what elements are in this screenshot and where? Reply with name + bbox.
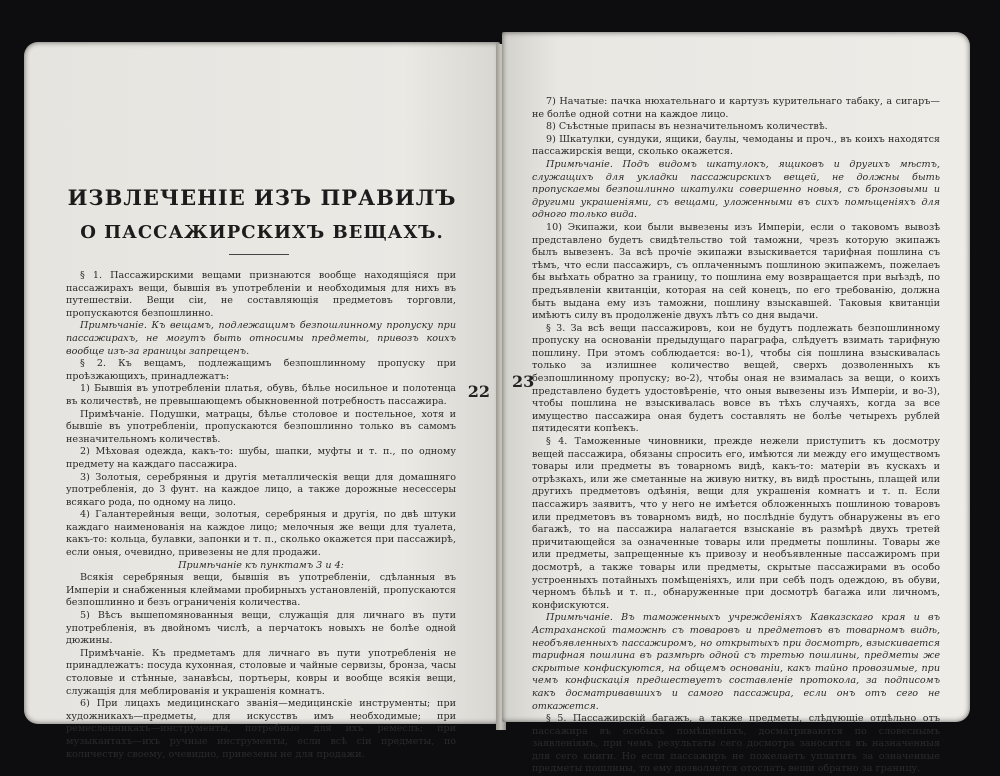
left-page-body bbox=[66, 270, 456, 761]
paragraph: 3) Золотыя, серебряныя и другія металлическія вещи для домашняго употребленія, до 3 фунт. на каждое лицо, а также дорожные несессеры всякаго рода, по одному на лицо. bbox=[66, 471, 456, 508]
page-title: ИЗВЛЕЧЕНІЕ ИЗЪ ПРАВИЛЪ bbox=[67, 185, 457, 210]
paragraph: 6) При лицахъ медицинскаго званія—медицинскіе инструменты; при художникахъ—предметы, для искусствъ имъ необходимые; при ремесленникахъ—инструменты, потребные для ихъ ремеслъ; при музыкантахъ—ихъ ручные инструменты, если всѣ сіи предметы, по количеству своему, очевидно, привезены не для продажи. bbox=[66, 698, 456, 760]
paragraph: § 2. Къ вещамъ, подлежащимъ безпошлинному пропуску при проѣзжающихъ, принадлежатъ: bbox=[66, 358, 456, 382]
page-subtitle: О ПАССАЖИРСКИХЪ ВЕЩАХЪ. bbox=[80, 222, 444, 243]
paragraph: § 5. Пассажирскій багажъ, а также предметы, слѣдующіе отдѣльно отъ пассажира въ особыхъ помѣщеніяхъ, досматриваются по словеснымъ заявленіямъ, при чемъ результаты сего досмотра заносятся въ назначенныя для сего книги. Но если пассажиръ не пожелаетъ уплатить за означенные предметы пошлины, то ему дозволяется отослать вещи обратно за границу. bbox=[532, 713, 940, 775]
right-page bbox=[502, 32, 970, 775]
paragraph: Примѣчаніе. Къ вещамъ, подлежащимъ безпошлинному пропуску при пассажирахъ, не могутъ быть относимы предметы, привозъ коихъ вообще изъ-за границы запрещенъ. bbox=[66, 320, 456, 357]
right-page-body bbox=[532, 96, 940, 776]
paragraph: § 1. Пассажирскими вещами признаются вообще находящіяся при пассажирахъ вещи, бывшія въ употребленіи и необходимыя для нихъ въ путешествіи. Вещи сіи, не составляющія предметовъ торговли, пропускаются безпошлинно. bbox=[66, 270, 456, 319]
paragraph: Примѣчаніе. Въ таможенныхъ учрежденіяхъ Кавказскаго края и въ Астраханской таможнѣ съ товаровъ и предметовъ въ товарномъ видѣ, необъявленныхъ пассажиромъ, но открытыхъ при досмотрѣ, взыскивается тарифная пошлина въ размѣрѣ одной съ третью пошлины, предметы же скрытые конфискуются, на общемъ основаніи, какъ тайно провозимые, при чемъ конфискація предшествуетъ составленіе протокола, за подписомъ какъ досматривавшихъ и самого пассажира, если онъ отъ сего не откажется. bbox=[532, 612, 940, 712]
paragraph: § 4. Таможенные чиновники, прежде нежели приступитъ къ досмотру вещей пассажира, обязаны спросить его, имѣются ли между его имуществомъ товары или предметы въ товарномъ видѣ, какъ-то: матеріи въ кускахъ и отрѣзкахъ, или же сметанные на живую нитку, въ видѣ простынь, плащей или другихъ предметовъ одѣянія, вещи для украшенія комнатъ и т. п. Если пассажиръ заявитъ, что у него не имѣется обложенныхъ пошлиною товаровъ или предметовъ въ товарномъ видѣ, но послѣдніе будутъ обнаружены въ его багажѣ, то на пассажира налагается взысканіе въ размѣрѣ двухъ третей причитающейся за означенные товары или предметы пошлины. Товары же или предметы, запрещенные къ привозу и необъявленные пассажиромъ при досмотрѣ, а также товары или предметы, скрытые пассажирами въ особо устроенныхъ потайныхъ помѣщеніяхъ, или при себѣ подъ одеждою, въ обуви, черномъ бѣльѣ и т. п., обнаруженные при досмотрѣ багажа или личномъ, конфискуются. bbox=[532, 436, 940, 611]
paragraph: 10) Экипажи, кои были вывезены изъ Имперіи, если о таковомъ вывозѣ представлено будетъ свидѣтельство той таможни, чрезъ которую экипажъ былъ вывезенъ. За всѣ прочіе экипажи взыскивается тарифная пошлина съ тѣмъ, что если пассажиръ, съ оплаченнымъ пошлиною экипажемъ, пожелаеъ бы выѣхать обратно за границу, то пошлина ему возвращается при выѣздѣ, по предъявленіи квитанціи, которая на сей конецъ, по его требованію, должна быть выдана ему изъ таможни, пошлину взыскавшей. Таковыя квитанціи имѣютъ силу въ продолженіе двухъ лѣтъ со дня выдачи. bbox=[532, 221, 940, 322]
paragraph: Примѣчаніе. Подъ видомъ шкатулокъ, ящиковъ и другихъ мѣстъ, служащихъ для укладки пассажирскихъ вещей, не должны быть пропускаемы безпошлинно шкатулки совершенно новыя, съ бронзовыми и другими украшеніями, съ вещами, уложенными въ сихъ помѣщеніяхъ для одного только вида. bbox=[532, 158, 940, 221]
open-booklet bbox=[24, 32, 974, 775]
paragraph: 8) Съѣстные припасы въ незначительномъ количествѣ. bbox=[546, 121, 828, 133]
paragraph: 1) Бывшія въ употребленіи платья, обувь, бѣлье носильное и полотенца въ количествѣ, не превышающемъ обыкновенной потребность пассажира. bbox=[66, 383, 456, 407]
paragraph: 5) Вѣсъ вышепомянованныя вещи, служащія для личнаго въ пути употребленія, въ двойномъ числѣ, а перчатокъ новыхъ не болѣе одной дюжины. bbox=[66, 610, 456, 647]
paragraph: Примѣчаніе. Подушки, матрацы, бѣлье столовое и постельное, хотя и бывшіе въ употребленіи, пропускаются безпошлинно только въ самомъ незначительномъ количествѣ. bbox=[66, 408, 456, 445]
page-number: 22 bbox=[467, 382, 490, 401]
paragraph: Примѣчаніе къ пунктамъ 3 и 4: bbox=[178, 559, 344, 571]
left-page bbox=[24, 42, 500, 760]
paragraph: Всякія серебряныя вещи, бывшія въ употребленіи, сдѣланныя въ Имперіи и снабженныя клеймами пробирныхъ установленій, пропускаются безпошлинно и безъ ограниченія количества. bbox=[66, 572, 456, 609]
paragraph: 7) Начатые: пачка нюхательнаго и картузъ курительнаго табаку, а сигаръ—не болѣе одной сотни на каждое лицо. bbox=[532, 96, 940, 120]
paragraph: Примѣчаніе. Къ предметамъ для личнаго въ пути употребленія не принадлежатъ: посуда кухонная, столовые и чайные сервизы, бронза, часы столовые и стѣнные, занавѣсы, портьеры, ковры и вообще всякія вещи, служащія для меблированія и украшенія комнатъ. bbox=[66, 647, 456, 697]
paragraph: 4) Галантерейныя вещи, золотыя, серебряныя и другія, по двѣ штуки каждаго наименованія на каждое лицо; мелочныя же вещи для туалета, какъ-то: кольца, булавки, запонки и т. п., сколько окажется при пассажирѣ, если оныя, очевидно, привезены не для продажи. bbox=[66, 509, 456, 559]
paragraph: § 3. За всѣ вещи пассажировъ, кои не будутъ подлежать безпошлинному пропуску на основаніи предыдущаго параграфа, слѣдуетъ взимать тарифную пошлину. При этомъ соблюдается: во-1), чтобы сія пошлина взыскивалась только за излишнее количество вещей, сверхъ дозволенныхъ къ безпошлинному пропуску; во-2), чтобы оная не взималась за вещи, о коихъ представлено будетъ удостовѣреніе, что оныя вывезены изъ Имперіи, и во-3), чтобы пошлина не взыскивалась вовсе въ тѣхъ случаяхъ, когда за все имущество пассажира оная будетъ составлять не болѣе четырехъ рублей пятидесяти копѣекъ. bbox=[532, 322, 940, 435]
paragraph: 2) Мѣховая одежда, какъ-то: шубы, шапки, муфты и т. п., по одному предмету на каждаго пассажира. bbox=[66, 446, 456, 470]
page-number: 23 bbox=[512, 372, 535, 391]
paragraph: 9) Шкатулки, сундуки, ящики, баулы, чемоданы и проч., въ коихъ находятся пассажирскія вещи, сколько окажется. bbox=[532, 133, 940, 158]
title-divider bbox=[229, 254, 289, 255]
